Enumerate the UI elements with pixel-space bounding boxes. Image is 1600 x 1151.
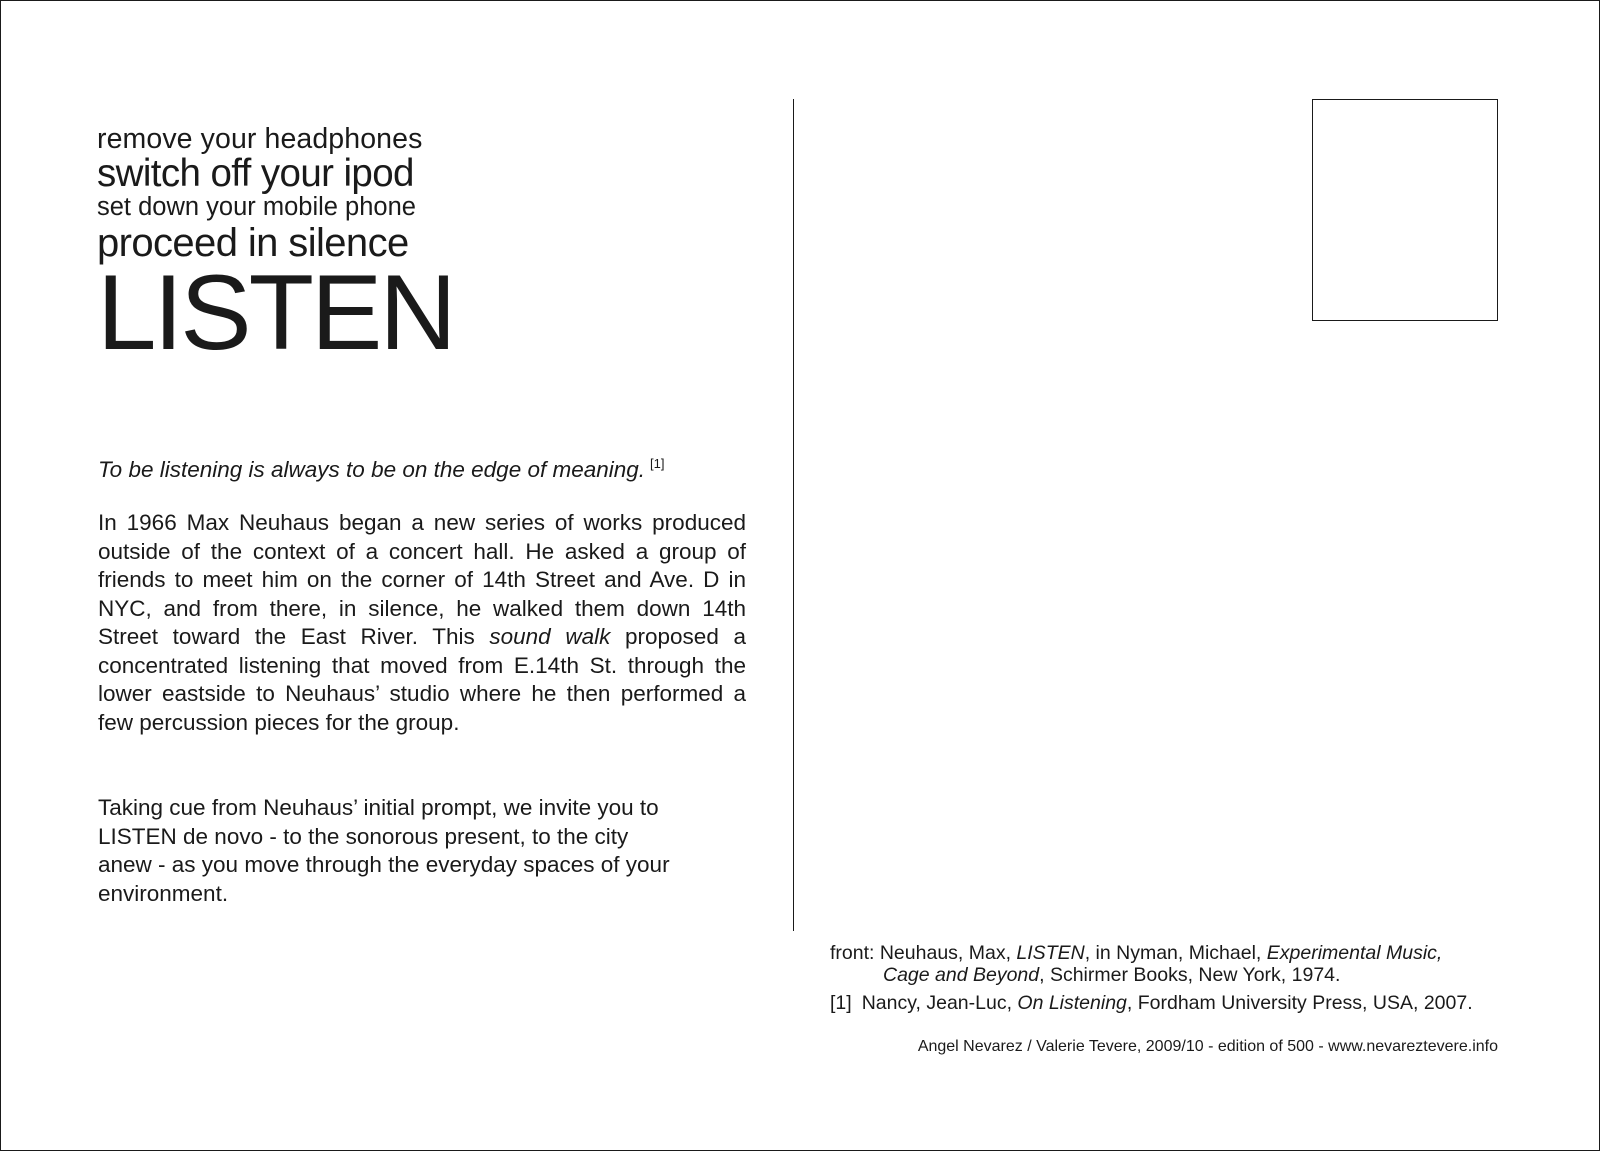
footnote-marker: [1] [650, 456, 665, 471]
paragraph1-text-end: proposed a concentrated listening that moved from E.14th St. through the lower eastside to Neuhaus’ studio where he then performed a few percussion pieces for the group. [98, 624, 746, 735]
paragraph2-line: LISTEN de novo - to the sonorous present, to the city [98, 823, 629, 849]
paragraph1-text-start: In 1966 Max Neuhaus began a new series of works produced outside of the context of a concert hall. He asked a group of friends to meet him on the corner of 14th Street and Ave. D in NYC, and from there, in silence, he walked them down 14th Street toward the East River. This [98, 510, 746, 649]
ref1-marker: [1] [830, 992, 852, 1014]
paragraph2-line: environment. [98, 880, 229, 906]
ref-front-publisher: , Schirmer Books, New York, 1974. [1039, 963, 1341, 986]
ref1-author: Nancy, Jean-Luc, [861, 992, 1018, 1014]
colophon: Angel Nevarez / Valerie Tevere, 2009/10 - edition of 500 - www.nevareztevere.info [917, 1038, 1498, 1055]
center-divider [793, 99, 794, 931]
ref1-title: On Listening [1017, 992, 1127, 1014]
instruction-set-down-phone: set down your mobile phone [97, 193, 416, 221]
instruction-remove-headphones: remove your headphones [97, 123, 423, 155]
instruction-stack [97, 123, 467, 372]
epigraph-text: To be listening is always to be on the edge of meaning. [98, 457, 646, 482]
reference-front [830, 943, 1501, 986]
instruction-proceed-in-silence: proceed in silence [97, 220, 409, 265]
listen-title: LISTEN [97, 251, 454, 372]
ref-front-book-title: Experimental Music, [1266, 942, 1443, 964]
ref-front-text: front: Neuhaus, Max, [830, 942, 1017, 964]
epigraph [98, 450, 746, 485]
paragraph-neuhaus-history [98, 509, 746, 737]
stamp-box [1312, 99, 1498, 321]
ref-front-title: LISTEN [1016, 942, 1085, 964]
paragraph-invitation [98, 794, 738, 908]
paragraph2-line: Taking cue from Neuhaus’ initial prompt, we invite you to [98, 795, 659, 820]
instruction-switch-off-ipod: switch off your ipod [97, 151, 414, 195]
sound-walk-term: sound walk [489, 624, 611, 649]
reference-1 [830, 993, 1501, 1015]
ref-front-text: , in Nyman, Michael, [1084, 942, 1267, 964]
ref-front-indent [830, 965, 1501, 987]
paragraph2-line: anew - as you move through the everyday spaces of your [98, 852, 670, 877]
ref1-publisher: , Fordham University Press, USA, 2007. [1126, 992, 1473, 1014]
ref-front-book-title-cont: Cage and Beyond [883, 963, 1040, 986]
